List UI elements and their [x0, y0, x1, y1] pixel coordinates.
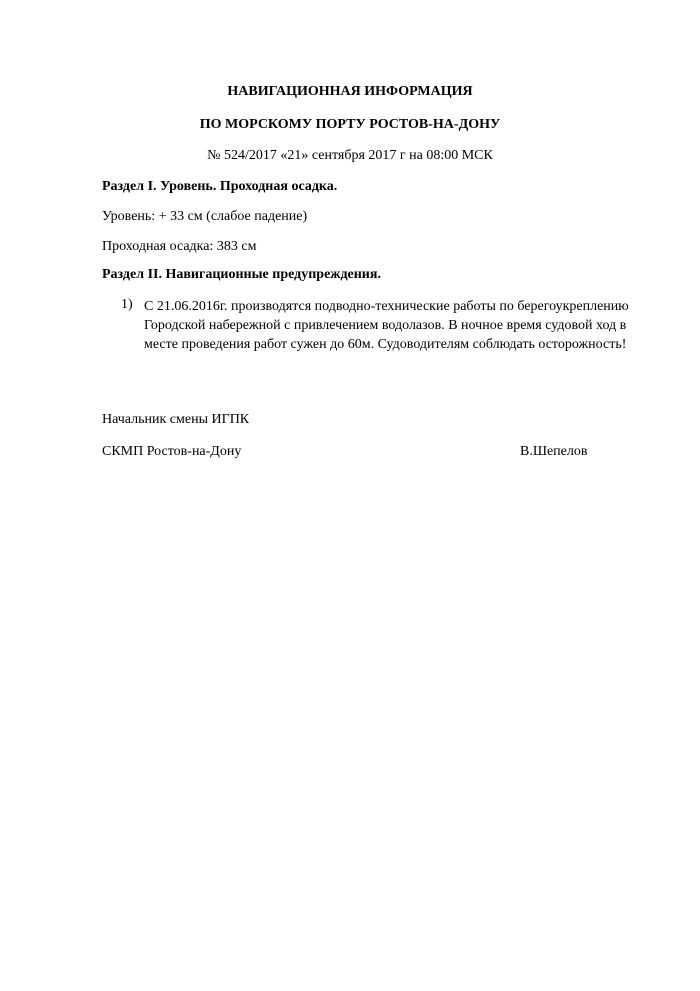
- warning-number: 1): [121, 297, 133, 312]
- section2-heading: Раздел II. Навигационные предупреждения.: [102, 267, 381, 282]
- signature-name: В.Шепелов: [520, 444, 588, 459]
- issue-line: № 524/2017 «21» сентября 2017 г на 08:00 МСК: [207, 148, 493, 163]
- warning-text: [144, 297, 654, 354]
- water-level: Уровень: + 33 см (слабое падение): [102, 209, 308, 224]
- passage-draft: Проходная осадка: 383 см: [102, 239, 257, 254]
- warning-text-line: Городской набережной с привлечением водолазов. В ночное время судовой ход в: [144, 318, 627, 333]
- warning-text-line: С 21.06.2016г. производятся подводно-технические работы по берегоукреплению: [144, 299, 629, 314]
- signature-organization: СКМП Ростов-на-Дону: [102, 444, 242, 459]
- document-subtitle: ПО МОРСКОМУ ПОРТУ РОСТОВ-НА-ДОНУ: [199, 117, 501, 132]
- document-title: НАВИГАЦИОННАЯ ИНФОРМАЦИЯ: [227, 84, 473, 99]
- warning-text-line: месте проведения работ сужен до 60м. Судоводителям соблюдать осторожность!: [144, 337, 627, 352]
- signature-position: Начальник смены ИГПК: [102, 412, 250, 427]
- section1-heading: Раздел I. Уровень. Проходная осадка.: [102, 179, 338, 194]
